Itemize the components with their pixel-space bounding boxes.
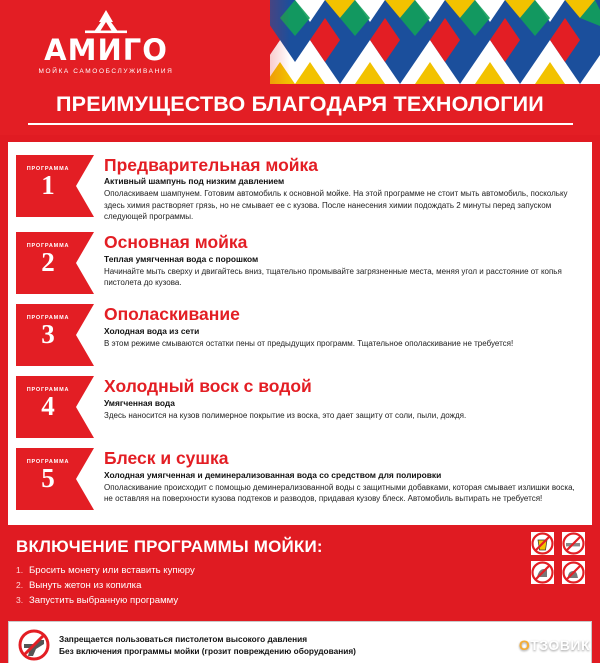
- brand-name: АМИГО: [44, 33, 168, 67]
- activation-steps: [16, 564, 584, 609]
- program-row: [8, 443, 592, 515]
- program-title: Холодный воск с водой: [104, 376, 312, 397]
- program-row: [8, 371, 592, 443]
- no-vacuum-icon: [530, 560, 555, 585]
- program-title: Основная мойка: [104, 232, 248, 253]
- warning-line-1: Запрещается пользоваться пистолетом высокого давления: [59, 634, 308, 645]
- program-number: 5: [41, 463, 55, 494]
- step-text: Вынуть жетон из копилка: [29, 580, 142, 592]
- program-text: Здесь наносится на кузов полимерное покрытие из воска, это дает защиту от соли, пыли, дождя.: [104, 410, 467, 420]
- program-text: Начинайте мыть сверху и двигайтесь вниз, тщательно промывайте загрязненные места, меняя угол и расстояние от копья пистолета до кузова.: [104, 266, 562, 288]
- program-badge-label: ПРОГРАММА: [26, 459, 70, 466]
- no-dog-icon: [561, 560, 586, 585]
- activation-title: ВКЛЮЧЕНИЕ ПРОГРАММЫ МОЙКИ:: [16, 537, 323, 557]
- program-title: Ополаскивание: [104, 304, 240, 325]
- program-title: Блеск и сушка: [104, 448, 229, 469]
- program-text: Ополаскиваем шампунем. Готовим автомобиль к основной мойке. На этой программе не стоит мыть автомобиль, поскольку здесь химия растворяет грязь, но не смывает ее с кузова. После нанесения химии подождать 2 минуты перед запуском следующей программы.: [104, 189, 568, 222]
- program-row: [8, 150, 592, 227]
- program-badge: [16, 232, 94, 294]
- poster-title-band: [0, 84, 600, 135]
- star-mountain-icon: [83, 9, 129, 35]
- program-badge-label: ПРОГРАММА: [26, 166, 70, 172]
- header: [0, 0, 600, 84]
- step-index: 3.: [16, 595, 24, 606]
- header-fade: [180, 0, 290, 84]
- program-row: [8, 299, 592, 371]
- program-number: 2: [41, 247, 55, 278]
- brand-tagline: МОЙКА САМООБСЛУЖИВАНИЯ: [38, 68, 174, 75]
- no-high-pressure-gun-icon: [17, 628, 51, 662]
- program-badge: [16, 304, 94, 366]
- brand-logo: [0, 9, 190, 75]
- step-index: 2.: [16, 580, 24, 591]
- program-subtitle: Холодная умягченная и деминерализованная вода со средством для полировки: [104, 469, 442, 480]
- program-subtitle: Теплая умягченная вода с порошком: [104, 253, 259, 264]
- activation-section: [0, 525, 600, 615]
- program-badge: [16, 448, 94, 510]
- title-divider: [28, 123, 573, 125]
- program-badge-label: ПРОГРАММА: [26, 387, 70, 394]
- program-text: Ополаскивание происходит с помощью деминерализованной воды с защитными добавками, которая смывает излишки воска, не оставляя на поверхности кузова подтеков и разводов, придавая кузову блеск. Автомобиль вытирать не требуется!: [104, 482, 575, 504]
- step-text: Бросить монету или вставить купюру: [29, 565, 195, 577]
- program-number: 3: [41, 319, 55, 350]
- program-number: 4: [41, 391, 55, 422]
- step-text: Запустить выбранную программу: [29, 595, 179, 607]
- program-badge: [16, 376, 94, 438]
- program-subtitle: Активный шампунь под низким давлением: [104, 176, 285, 187]
- program-subtitle: Холодная вода из сети: [104, 325, 200, 336]
- ornament-pattern: [270, 0, 600, 84]
- program-badge: [16, 155, 94, 217]
- otzovik-circle-icon: [495, 635, 515, 655]
- programs-panel: [8, 142, 592, 525]
- warning-line-2: Без включения программы мойки (грозит повреждению оборудования): [59, 646, 356, 657]
- list-item: [16, 564, 584, 579]
- list-item: [16, 594, 584, 609]
- step-index: 1.: [16, 565, 24, 576]
- no-bucket-icon: [530, 531, 555, 556]
- watermark-text: ОТЗОВИК: [518, 637, 590, 653]
- program-text: В этом режиме смываются остатки пены от предыдущих программ. Тщательное ополаскивание не требуется!: [104, 338, 514, 348]
- program-title: Предварительная мойка: [104, 155, 319, 175]
- no-smoking-icon: [561, 531, 586, 556]
- list-item: [16, 579, 584, 594]
- program-badge-label: ПРОГРАММА: [26, 243, 70, 250]
- program-badge-label: ПРОГРАММА: [26, 315, 70, 322]
- prohibited-icons-group: [526, 531, 586, 589]
- program-row: [8, 227, 592, 299]
- page-title: ПРЕИМУЩЕСТВО БЛАГОДАРЯ ТЕХНОЛОГИИ: [56, 92, 544, 116]
- program-number: 1: [41, 170, 55, 200]
- program-subtitle: Умягченная вода: [104, 397, 175, 408]
- watermark: [495, 635, 590, 655]
